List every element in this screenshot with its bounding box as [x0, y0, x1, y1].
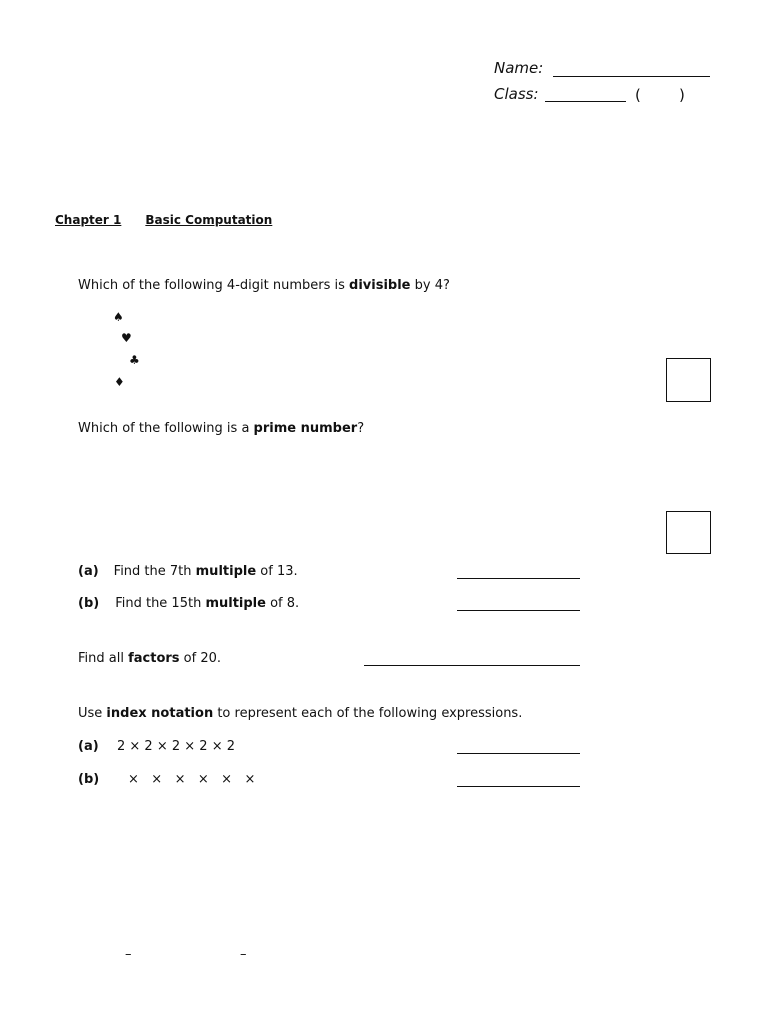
answer-line-3b[interactable] — [457, 610, 580, 611]
question-3a-pre: Find the 7th — [113, 564, 196, 579]
index-paren-open: ( — [635, 86, 641, 104]
question-3b-pre: Find the 15th — [115, 596, 206, 611]
answer-box-2[interactable] — [666, 511, 711, 554]
question-1-text — [78, 278, 450, 293]
question-5-bold: index notation — [106, 706, 214, 721]
question-5b — [78, 772, 99, 787]
question-1-post: by 4? — [410, 278, 450, 293]
question-1-pre: Which of the following 4-digit numbers is — [78, 278, 350, 293]
answer-line-4[interactable] — [364, 665, 580, 666]
question-5b-expression: × × × × × × — [128, 772, 256, 787]
question-5b-label: (b) — [78, 772, 100, 787]
question-4-bold: factors — [128, 651, 180, 666]
name-label: Name: — [494, 59, 544, 77]
question-4-pre: Find all — [78, 651, 129, 666]
question-3b-label: (b) — [78, 596, 100, 611]
question-5-pre: Use — [78, 706, 107, 721]
question-1-bold: divisible — [349, 278, 411, 293]
question-3a-label: (a) — [78, 564, 99, 579]
index-paren-close: ) — [679, 86, 685, 104]
question-2-text — [78, 421, 364, 436]
option-diamond[interactable]: ♦ — [114, 375, 125, 389]
question-5a-expression: 2 × 2 × 2 × 2 × 2 — [117, 739, 235, 754]
question-2-pre: Which of the following is a — [78, 421, 254, 436]
answer-line-3a[interactable] — [457, 578, 580, 579]
question-5a-label: (a) — [78, 739, 99, 754]
class-field[interactable] — [545, 101, 626, 102]
answer-box-1[interactable] — [666, 358, 711, 402]
question-5-post: to represent each of the following expressions. — [213, 706, 523, 721]
footer-dash-2: – — [240, 947, 247, 962]
question-2-bold: prime number — [253, 421, 358, 436]
chapter-title: Basic Computation — [145, 213, 273, 227]
option-heart[interactable]: ♥ — [121, 331, 132, 345]
question-5-text — [78, 706, 522, 721]
question-3b-bold: multiple — [205, 596, 266, 611]
question-2-post: ? — [357, 421, 365, 436]
question-3a — [78, 564, 298, 579]
name-field[interactable] — [553, 76, 710, 77]
answer-line-5b[interactable] — [457, 786, 580, 787]
question-5a — [78, 739, 99, 754]
question-3b — [78, 596, 299, 611]
question-4-text — [78, 651, 221, 666]
answer-line-5a[interactable] — [457, 753, 580, 754]
question-3a-bold: multiple — [195, 564, 257, 579]
option-club[interactable]: ♣ — [129, 353, 140, 367]
question-4-post: of 20. — [179, 651, 222, 666]
chapter-heading — [55, 213, 272, 227]
option-spade[interactable]: ♠ — [113, 310, 124, 324]
footer-dash-1: – — [125, 947, 132, 962]
question-3b-post: of 8. — [265, 596, 300, 611]
class-label: Class: — [494, 85, 539, 103]
question-3a-post: of 13. — [256, 564, 298, 579]
chapter-number: Chapter 1 — [55, 213, 122, 227]
